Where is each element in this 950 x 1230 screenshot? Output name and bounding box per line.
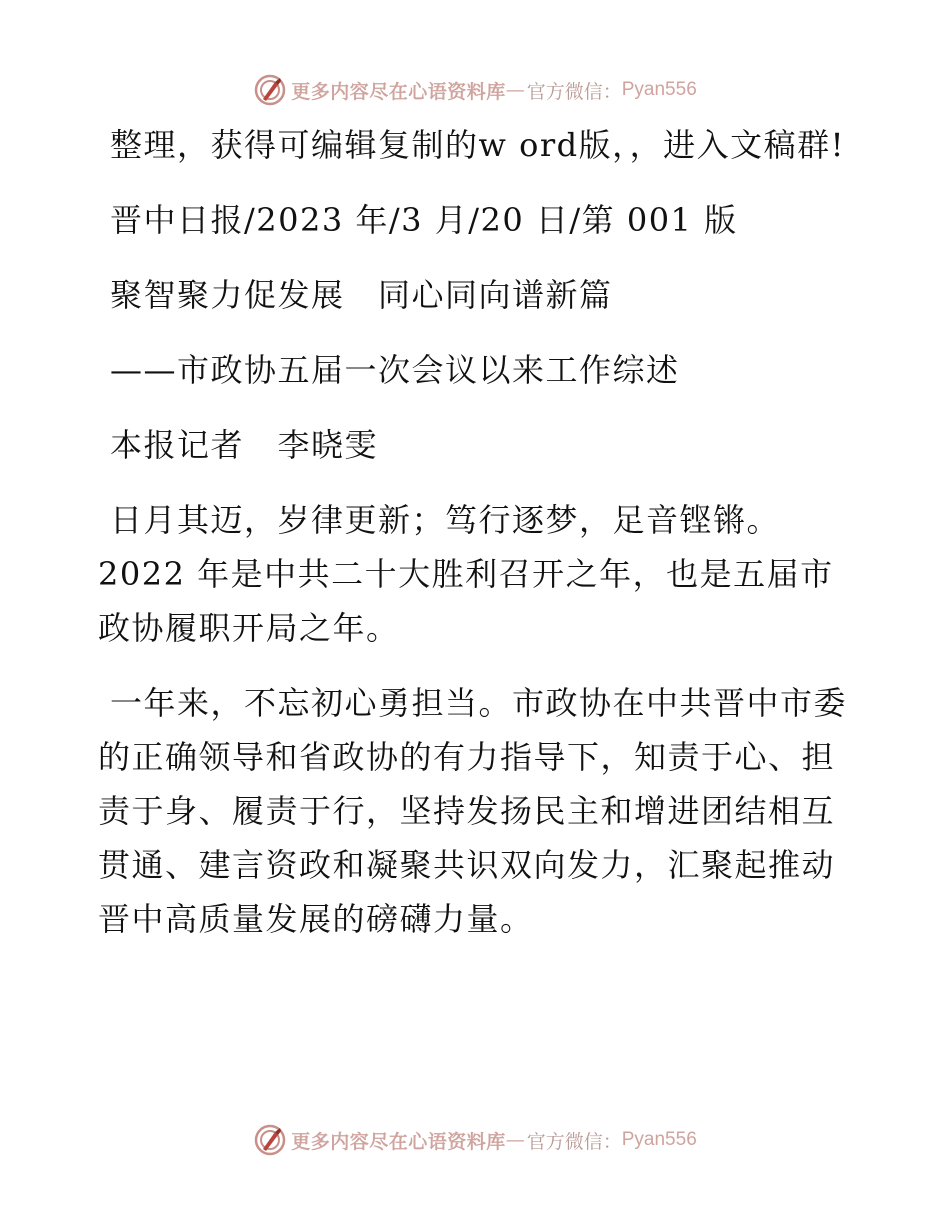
wechat-id: Pyan556: [621, 1129, 697, 1150]
body-paragraph: 日月其迈，岁律更新；笃行逐梦，足音铿锵。2022 年是中共二十大胜利召开之年，也是五届市政协履职开局之年。: [98, 501, 834, 647]
banner-separator: —: [505, 1129, 525, 1151]
header-watermark-banner: [0, 70, 950, 110]
body-paragraph: 一年来，不忘初心勇担当。市政协在中共晋中市委的正确领导和省政协的有力指导下，知责于心、担责于身、履责于行，坚持发扬民主和增进团结相互贯通、建言资政和凝聚共识双向发力，汇聚起推动晋中高质量发展的磅礴力量。: [98, 684, 848, 938]
document-body: [98, 118, 858, 967]
wechat-prefix: 官方微信：: [526, 1130, 622, 1153]
article-subtitle: ——市政协五届一次会议以来工作综述: [110, 351, 680, 389]
article-title: 聚智聚力促发展 同心同向谱新篇: [110, 276, 613, 314]
site-name-text: 更多内容尽在心语资料库: [291, 80, 506, 103]
wechat-id: Pyan556: [621, 79, 697, 100]
banner-separator: —: [505, 79, 525, 101]
byline: 本报记者 李晓雯: [110, 426, 379, 464]
source-line: 晋中日报/2023 年/3 月/20 日/第 001 版: [110, 201, 738, 239]
wechat-prefix: 官方微信：: [526, 80, 622, 103]
quill-logo-icon: [253, 1123, 287, 1157]
intro-note: 整理，获得可编辑复制的w ord版，，进入文稿群!: [110, 126, 845, 164]
footer-watermark-banner: [0, 1120, 950, 1160]
site-name-text: 更多内容尽在心语资料库: [291, 1130, 506, 1153]
quill-logo-icon: [253, 73, 287, 107]
